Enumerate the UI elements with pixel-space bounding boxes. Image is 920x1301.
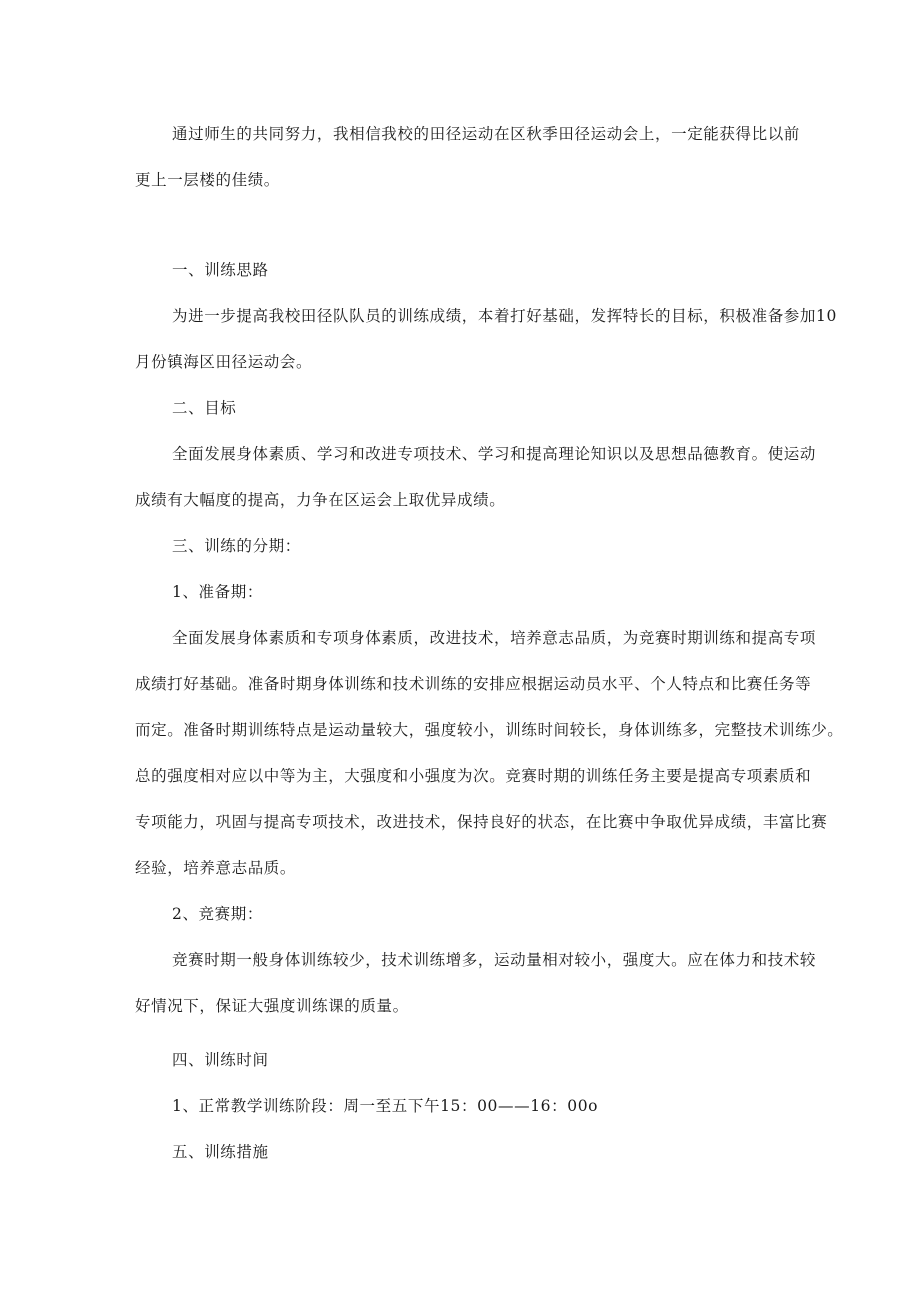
approach-paragraph-line-1: 为进一步提高我校田径队队员的训练成绩，本着打好基础，发挥特长的目标，积极准备参加10 <box>172 307 837 325</box>
heading-training-phases: 三、训练的分期： <box>172 537 301 555</box>
competition-paragraph-line-1: 竞赛时期一般身体训练较少，技术训练增多，运动量相对较小，强度大。应在体力和技术较 <box>172 951 817 969</box>
subheading-competition-phase: 2、竞赛期： <box>172 905 263 923</box>
heading-training-time: 四、训练时间 <box>172 1051 269 1069</box>
heading-training-approach: 一、训练思路 <box>172 261 269 279</box>
heading-goals: 二、目标 <box>172 399 237 417</box>
preparation-paragraph-line-6: 经验，培养意志品质。 <box>135 859 297 877</box>
goals-paragraph-line-2: 成绩有大幅度的提高，力争在区运会上取优异成绩。 <box>135 491 506 509</box>
preparation-paragraph-line-2: 成绩打好基础。准备时期身体训练和技术训练的安排应根据运动员水平、个人特点和比赛任务等 <box>135 675 812 693</box>
preparation-paragraph-line-5: 专项能力，巩固与提高专项技术，改进技术，保持良好的状态，在比赛中争取优异成绩，丰富比赛 <box>135 813 828 831</box>
preparation-paragraph-line-3: 而定。准备时期训练特点是运动量较大，强度较小，训练时间较长，身体训练多，完整技术训练少。 <box>135 721 844 739</box>
preparation-paragraph-line-1: 全面发展身体素质和专项身体素质，改进技术，培养意志品质，为竞赛时期训练和提高专项 <box>172 629 817 647</box>
goals-paragraph-line-1: 全面发展身体素质、学习和改进专项技术、学习和提高理论知识以及思想品德教育。使运动 <box>172 445 817 463</box>
subheading-preparation-phase: 1、准备期： <box>172 583 263 601</box>
preparation-paragraph-line-4: 总的强度相对应以中等为主，大强度和小强度为次。竞赛时期的训练任务主要是提高专项素质和 <box>135 767 812 785</box>
intro-paragraph-line-1: 通过师生的共同努力，我相信我校的田径运动在区秋季田径运动会上，一定能获得比以前 <box>172 125 800 143</box>
training-time-schedule: 1、正常教学训练阶段：周一至五下午15：00——16：00o <box>172 1097 599 1115</box>
intro-paragraph-line-2: 更上一层楼的佳绩。 <box>135 171 280 189</box>
approach-paragraph-line-2: 月份镇海区田径运动会。 <box>135 353 313 371</box>
heading-training-measures: 五、训练措施 <box>172 1143 269 1161</box>
competition-paragraph-line-2: 好情况下，保证大强度训练课的质量。 <box>135 997 409 1015</box>
